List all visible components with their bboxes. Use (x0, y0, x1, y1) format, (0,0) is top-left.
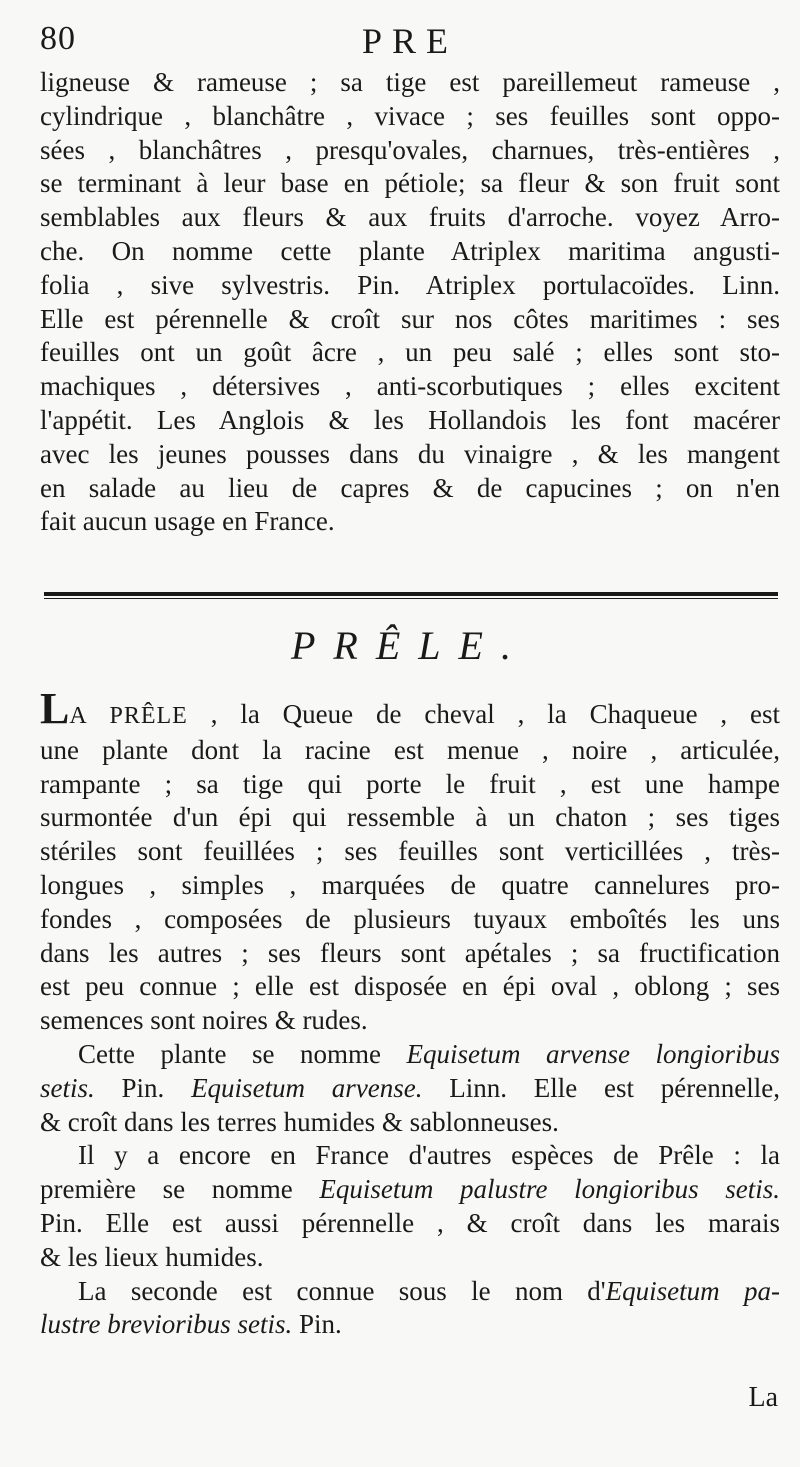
text-fragment: , la Queue de cheval , la Chaqueue , est (210, 699, 781, 729)
latin-name: setis. (40, 1072, 95, 1103)
latin-name: Equisetum arvense. (191, 1072, 423, 1103)
rule-thin-line (44, 598, 778, 599)
latin-name: Equisetum arvense longioribus (406, 1038, 780, 1069)
text-line (40, 1275, 780, 1309)
text-line: en salade au lieu de capres & de capucines ; on n'en (40, 472, 780, 503)
text-line (40, 1173, 780, 1207)
text-line: ligneuse & rameuse ; sa tige est pareillemeut rameuse , (40, 67, 780, 97)
text-line: longues , simples , marquées de quatre cannelures pro- (40, 869, 780, 900)
text-fragment: Pin. (94, 1072, 192, 1103)
drop-cap: L (40, 684, 70, 733)
text-line: sées , blanchâtres , presqu'ovales, charnues, très-entières , (40, 134, 780, 165)
catchword: La (748, 1382, 778, 1413)
text-line: & les lieux humides. (40, 1241, 264, 1272)
text-line: feuilles ont un goût âcre , un peu salé ; elles sont sto- (40, 337, 780, 368)
text-line: fait aucun usage en France. (40, 506, 335, 537)
text-line: semblables aux fleurs & aux fruits d'arroche. voyez Arro- (40, 202, 780, 233)
text-fragment: première se nomme (40, 1174, 320, 1205)
section-one-text (40, 66, 780, 539)
text-fragment: Linn. Elle est pérennelle, (422, 1072, 780, 1103)
text-line: se terminant à leur base en pétiole; sa fleur & son fruit sont (40, 168, 780, 199)
page-header (40, 14, 780, 64)
text-line: Pin. Elle est aussi pérennelle , & croît dans les marais (40, 1207, 780, 1238)
text-line: semences sont noires & rudes. (40, 1005, 368, 1036)
text-line: fondes , composées de plusieurs tuyaux emboîtés les uns (40, 903, 780, 934)
text-line: rampante ; sa tige qui porte le fruit , est une hampe (40, 768, 780, 799)
text-fragment: Cette plante se nomme (78, 1038, 407, 1069)
text-line: surmontée d'un épi qui ressemble à un chaton ; ses tiges (40, 802, 780, 833)
text-line: cylindrique , blanchâtre , vivace ; ses feuilles sont oppo- (40, 100, 780, 131)
text-line: machiques , détersives , anti-scorbutiques ; elles excitent (40, 371, 780, 402)
text-line: stériles sont feuillées ; ses feuilles sont verticillées , très- (40, 836, 780, 867)
text-line: est peu connue ; elle est disposée en épi oval , oblong ; ses (40, 971, 780, 1002)
page-number: 80 (40, 20, 76, 57)
text-line-first (40, 684, 781, 734)
text-line: & croît dans les terres humides & sablonneuses. (40, 1106, 559, 1137)
latin-name: lustre brevioribus setis. (40, 1309, 293, 1340)
entry-heading: PRÊLE. (291, 623, 529, 668)
section-two-text (40, 684, 781, 1342)
text-fragment: Pin. (292, 1309, 342, 1340)
section-divider-rule (44, 592, 778, 599)
text-line: avec les jeunes pousses dans du vinaigre , & les mangent (40, 438, 780, 469)
lead-small-caps: A PRÊLE (69, 703, 188, 729)
rule-thick-line (44, 592, 778, 596)
text-line (40, 1308, 780, 1342)
text-line: l'appétit. Les Anglois & les Hollandois les font macérer (40, 404, 780, 435)
text-line (40, 1072, 780, 1106)
text-line: folia , sive sylvestris. Pin. Atriplex portulacoïdes. Linn. (40, 269, 780, 300)
running-head: PRE (361, 21, 459, 61)
text-line: dans les autres ; ses fleurs sont apétales ; sa fructification (40, 937, 780, 968)
text-line: une plante dont la racine est menue , noire , articulée, (40, 734, 780, 765)
text-line: che. On nomme cette plante Atriplex maritima angusti- (40, 235, 780, 266)
text-line: Elle est pérennelle & croît sur nos côtes maritimes : ses (40, 303, 780, 334)
latin-name: Equisetum pa- (605, 1275, 780, 1306)
latin-name: Equisetum palustre longioribus setis. (319, 1174, 780, 1205)
text-line (40, 1038, 780, 1072)
text-fragment: La seconde est connue sous le nom d' (78, 1275, 606, 1306)
text-line: Il y a encore en France d'autres espèces de Prêle : la (78, 1140, 780, 1171)
